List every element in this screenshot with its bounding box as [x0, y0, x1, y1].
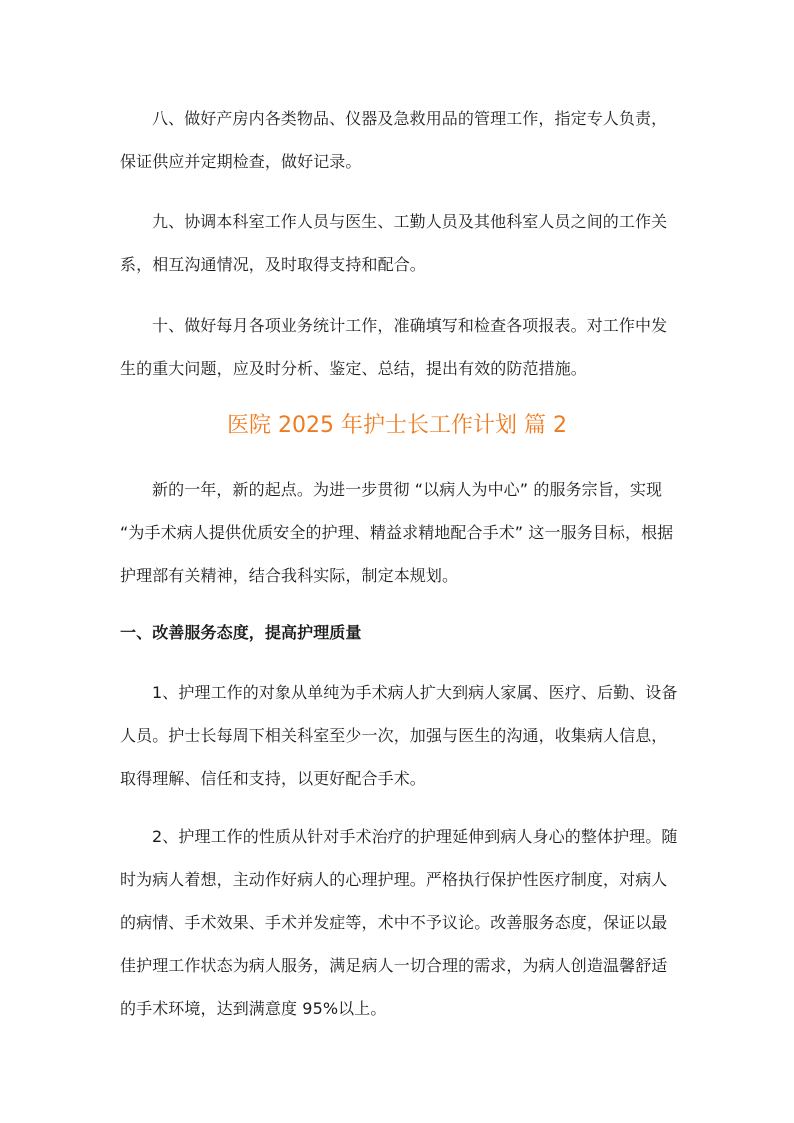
item-one: 1、护理工作的对象从单纯为手术病人扩大到病人家属、医疗、后勤、设备人员。护士长每周下相关科室至少一次，加强与医生的沟通，收集病人信息，取得理解、信任和支持，以更好配合手术。 — [120, 683, 678, 788]
intro-paragraph: 新的一年，新的起点。为进一步贯彻 “以病人为中心” 的服务宗旨，实现 “为手术病人提供优质安全的护理、精益求精地配合手术” 这一服务目标，根据护理部有关精神，结合我科实际，制定本规划。 — [120, 480, 674, 585]
paragraph-eight: 八、做好产房内各类物品、仪器及急救用品的管理工作，指定专人负责，保证供应并定期检查，做好记录。 — [120, 109, 668, 171]
subheading: 一、改善服务态度，提高护理质量 — [120, 623, 362, 642]
paragraph-nine: 九、协调本科室工作人员与医生、工勤人员及其他科室人员之间的工作关系，相互沟通情况，及时取得支持和配合。 — [120, 212, 668, 274]
item-two: 2、护理工作的性质从针对手术治疗的护理延伸到病人身心的整体护理。随时为病人着想，主动作好病人的心理护理。严格执行保护性医疗制度，对病人的病情、手术效果、手术并发症等，术中不予议论。改善服务态度，保证以最佳护理工作状态为病人服务，满足病人一切合理的需求，为病人创造温馨舒适的手术环境，达到满意度 95%以上。 — [120, 827, 678, 1018]
section-title: 医院 2025 年护士长工作计划 篇 2 — [227, 413, 567, 438]
paragraph-ten: 十、做好每月各项业务统计工作，准确填写和检查各项报表。对工作中发生的重大问题，应及时分析、鉴定、总结，提出有效的防范措施。 — [120, 316, 668, 378]
